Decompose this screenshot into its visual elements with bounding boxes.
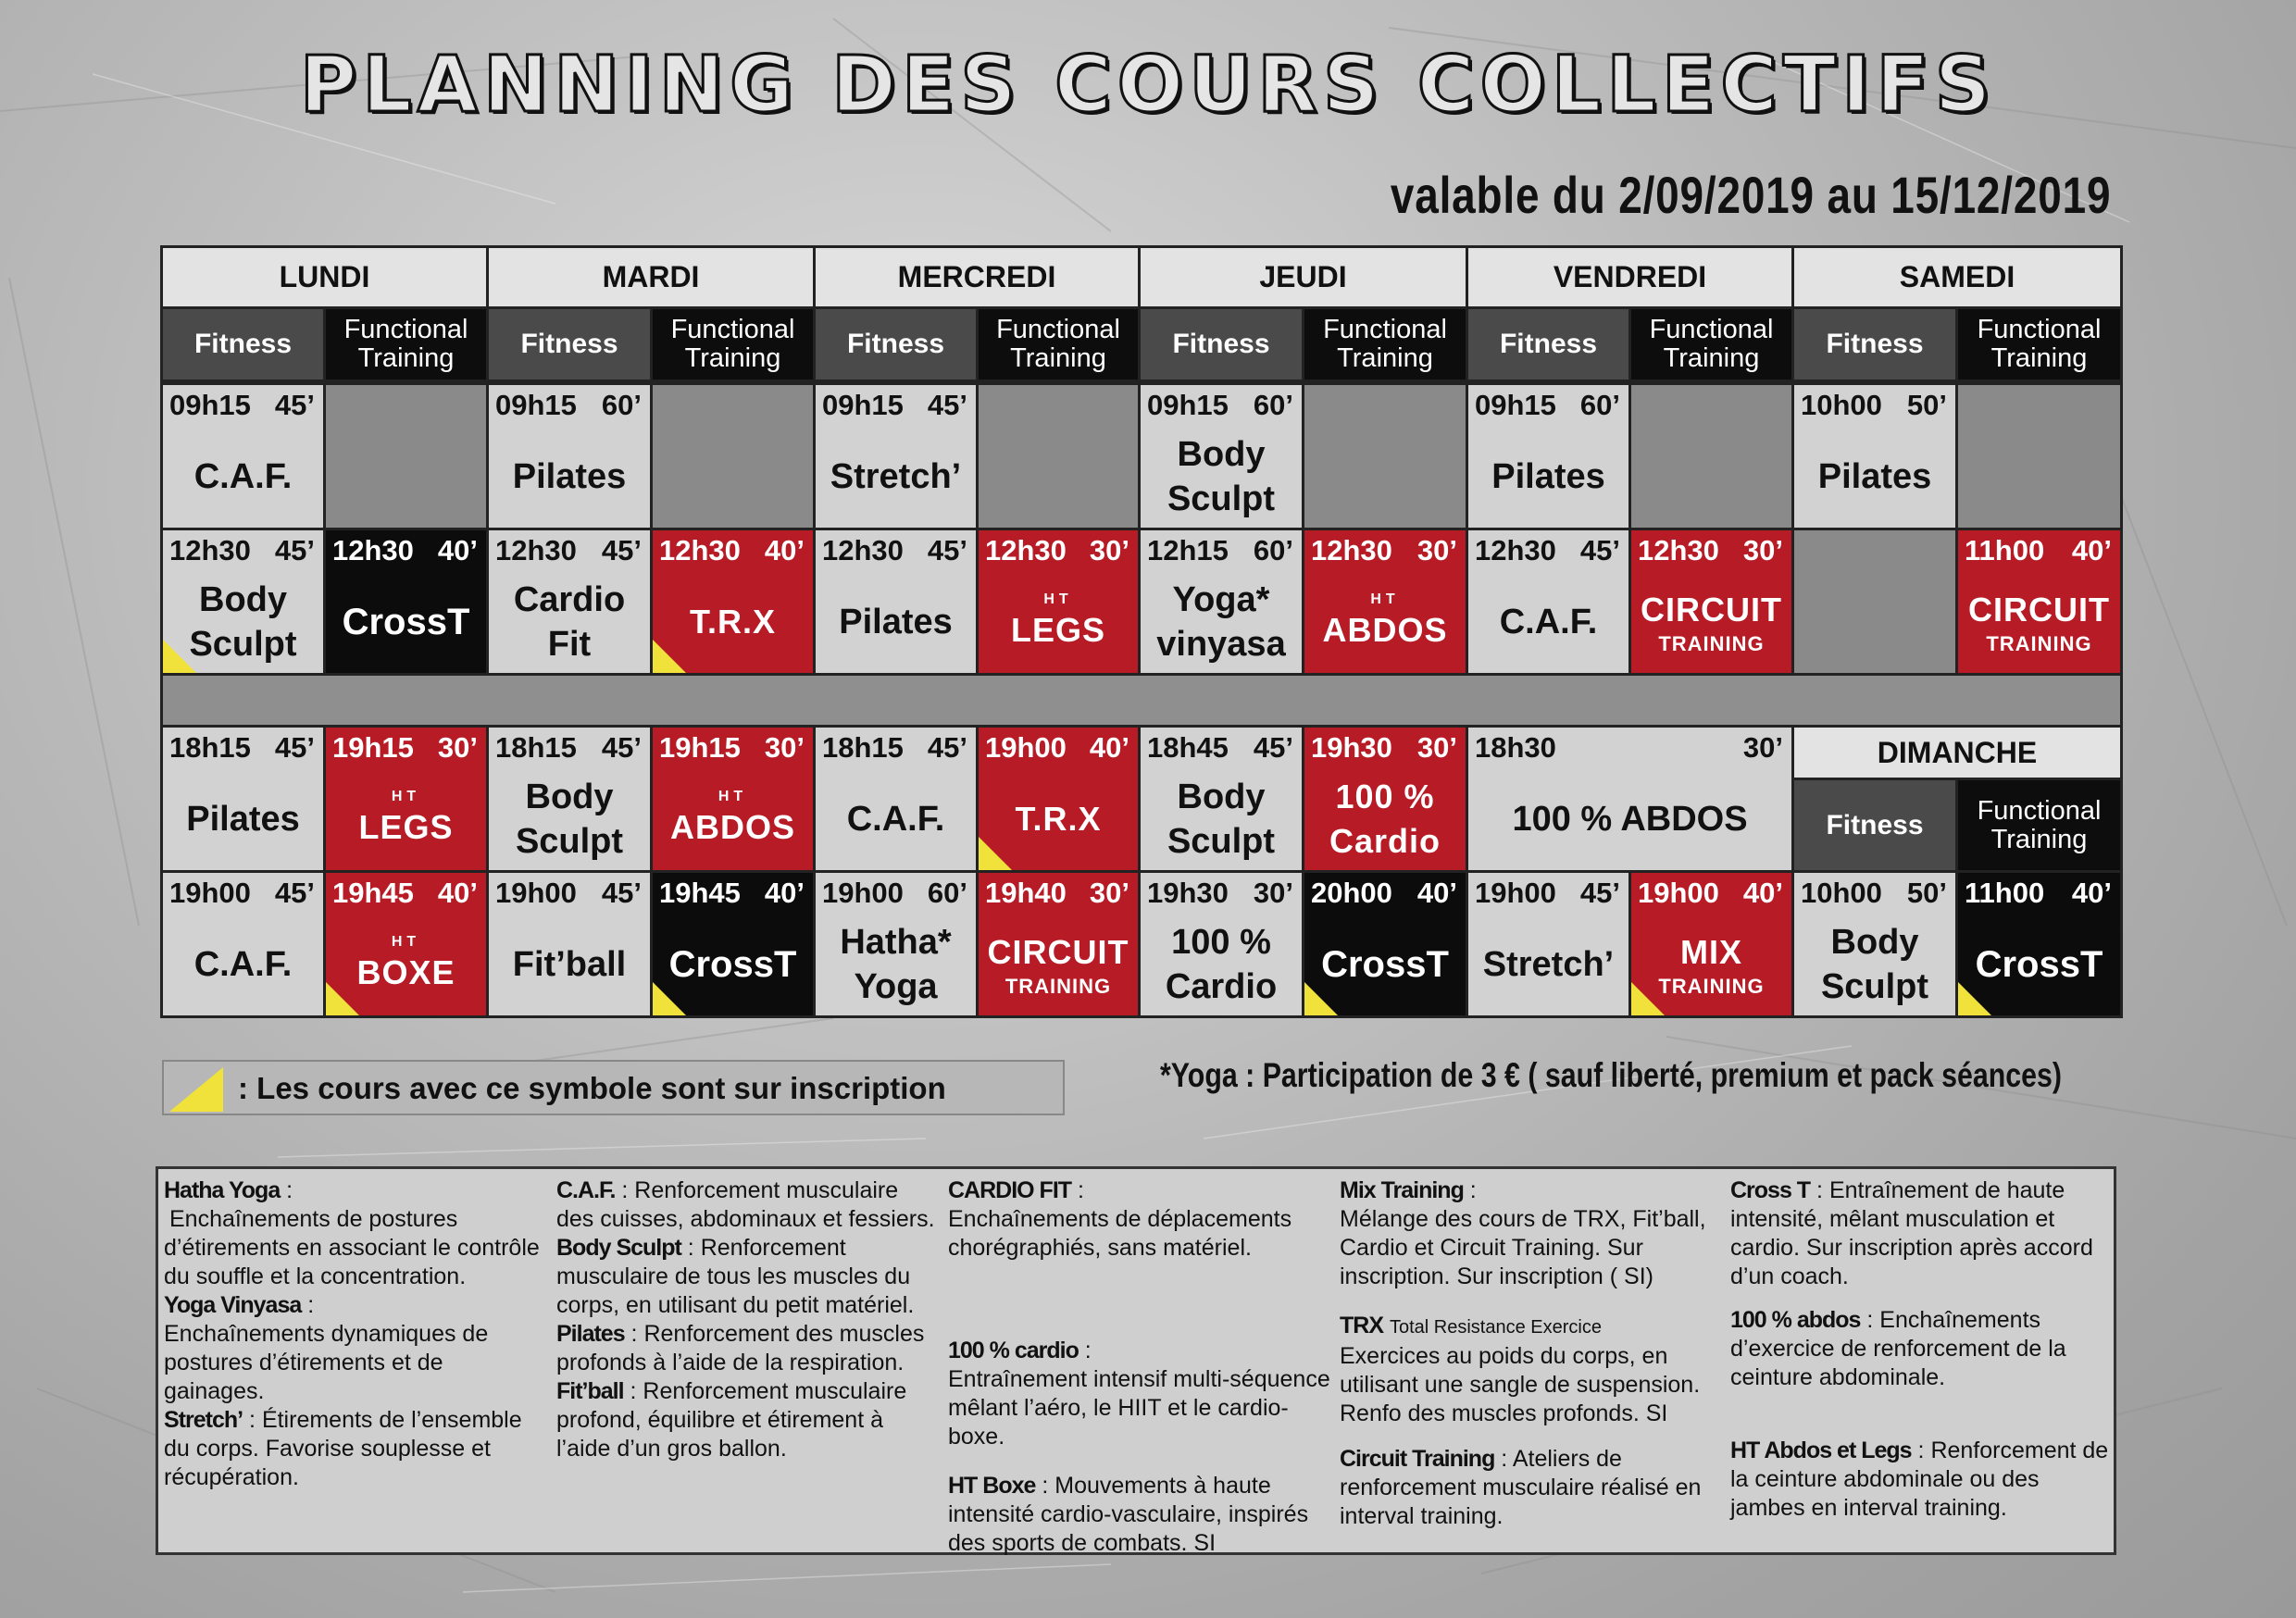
class-duration: 45’	[927, 731, 967, 764]
day-label: MERCREDI	[897, 260, 1056, 293]
class-lun-fit-2	[160, 528, 326, 676]
functional-label: Functional	[343, 315, 468, 344]
class-title: CrossT	[1321, 944, 1449, 985]
day-header-mercredi	[813, 245, 1141, 309]
class-duration: 30’	[1416, 534, 1457, 566]
desc-vinyasa: Yoga Vinyasa : Enchaînements dynamiques de postures d’étirements et de gainages.	[164, 1292, 489, 1404]
fitness-label: Fitness	[520, 329, 618, 359]
class-duration: 50’	[1906, 877, 1947, 909]
class-duration: 45’	[1579, 877, 1620, 909]
class-mer-ft-4	[976, 870, 1141, 1018]
functional-label: Functional	[996, 315, 1120, 344]
class-sam-ft-2	[1955, 528, 2123, 676]
class-title: Fit’ball	[512, 945, 627, 984]
class-name	[1794, 426, 1955, 528]
registration-triangle-icon	[979, 837, 1012, 870]
class-name	[1468, 914, 1628, 1015]
desc-100-abdos: 100 % abdos : Enchaînements d’exercice de renforcement de la ceinture abdominale.	[1730, 1307, 2066, 1390]
fitness-header	[1466, 306, 1631, 382]
class-name	[1141, 768, 1302, 870]
class-duration: 40’	[437, 877, 478, 909]
day-header-vendredi	[1466, 245, 1794, 309]
class-name	[1468, 426, 1628, 528]
class-time: 09h15	[1475, 389, 1556, 421]
class-name	[489, 914, 650, 1015]
class-title: 100 % ABDOS	[1512, 800, 1748, 839]
class-time: 12h30	[332, 534, 414, 566]
class-title: Body Sculpt	[1167, 435, 1276, 518]
desc-cross-t: Cross T : Entraînement de haute intensité, mêlant musculation et cardio. Sur inscription après accord d’un coach.	[1730, 1177, 2093, 1289]
class-time: 11h00	[1965, 877, 2045, 909]
desc-ht-boxe: HT Boxe : Mouvements à haute intensité cardio-vasculaire, inspirés des sports de combats. SI	[948, 1473, 1309, 1556]
class-mar-ft-2	[650, 528, 816, 676]
class-ven-ft-4	[1628, 870, 1794, 1018]
class-time: 12h30	[985, 534, 1067, 566]
class-title: MIX	[1679, 933, 1742, 971]
empty-slot	[976, 382, 1141, 530]
class-time: 12h30	[495, 534, 577, 566]
empty-slot	[650, 382, 816, 530]
training-label: Training	[1337, 343, 1433, 373]
desc-ht-abdos-legs: HT Abdos et Legs : Renforcement de la ceinture abdominale ou des jambes en interval training.	[1730, 1438, 2109, 1521]
day-header-lundi	[160, 245, 489, 309]
class-time: 19h15	[659, 731, 741, 764]
class-title: CIRCUIT	[987, 933, 1129, 971]
class-time: 12h30	[659, 534, 741, 566]
class-title: BOXE	[356, 953, 455, 991]
class-duration: 45’	[927, 534, 967, 566]
class-subtitle: TRAINING	[1004, 975, 1112, 998]
class-title: Yoga* vinyasa	[1156, 580, 1286, 664]
class-duration: 45’	[601, 534, 642, 566]
desc-trx: TRX Total Resistance Exercice Exercices au poids du corps, en utilisant une sangle de suspension. Renfo des muscles profonds. SI	[1340, 1313, 1701, 1426]
class-jeu-ft-2	[1302, 528, 1468, 676]
class-mar-fit-3	[486, 725, 653, 873]
class-name	[816, 426, 976, 528]
class-name	[489, 768, 650, 870]
class-title: Body Sculpt	[515, 778, 624, 861]
class-time: 18h30	[1475, 731, 1556, 764]
desc-stretch: Stretch’ : Étirements de l’ensemble du corps. Favorise souplesse et récupération.	[164, 1407, 522, 1490]
functional-training-header	[650, 306, 816, 382]
class-time: 19h30	[1147, 877, 1229, 909]
class-mar-fit-2	[486, 528, 653, 676]
class-duration: 45’	[927, 389, 967, 421]
page-title: PLANNING DES COURS COLLECTIFS	[299, 39, 1997, 130]
class-duration: 30’	[1416, 731, 1457, 764]
class-time: 18h15	[495, 731, 577, 764]
desc-column-2	[556, 1176, 941, 1463]
class-subtitle: TRAINING	[1658, 632, 1765, 655]
class-title: C.A.F.	[846, 800, 945, 839]
class-dim-fit-4	[1791, 870, 1958, 1018]
fitness-header	[486, 306, 653, 382]
functional-training-header	[976, 306, 1141, 382]
class-mar-fit-1	[486, 382, 653, 530]
fitness-label: Fitness	[846, 329, 945, 359]
class-jeu-fit-1	[1138, 382, 1304, 530]
class-time: 09h15	[495, 389, 577, 421]
fitness-label: Fitness	[1499, 329, 1598, 359]
class-duration: 45’	[274, 534, 315, 566]
desc-circuit-training: Circuit Training : Ateliers de renforcement musculaire réalisé en interval training.	[1340, 1446, 1702, 1529]
day-label: JEUDI	[1259, 260, 1347, 293]
class-duration: 30’	[1742, 534, 1783, 566]
class-time: 19h00	[822, 877, 904, 909]
row-separator	[160, 673, 2123, 728]
functional-label: Functional	[1977, 795, 2102, 826]
ht-label: HT	[391, 789, 421, 804]
class-duration: 45’	[274, 389, 315, 421]
empty-slot	[1628, 382, 1794, 530]
class-time: 19h00	[985, 731, 1067, 764]
class-mar-ft-3	[650, 725, 816, 873]
class-time: 19h40	[985, 877, 1067, 909]
ht-label: HT	[718, 789, 748, 804]
class-title: Body Sculpt	[189, 580, 297, 664]
class-dim-ft-4	[1955, 870, 2123, 1018]
class-title: CrossT	[342, 602, 470, 642]
class-mar-fit-4	[486, 870, 653, 1018]
class-title: ABDOS	[1322, 611, 1448, 649]
class-title: Pilates	[1491, 457, 1605, 496]
class-title: Stretch’	[830, 457, 962, 496]
functional-training-header	[1955, 306, 2123, 382]
day-header-samedi	[1791, 245, 2123, 309]
class-name	[163, 426, 323, 528]
class-name	[163, 914, 323, 1015]
class-jeu-fit-3	[1138, 725, 1304, 873]
class-time: 12h30	[169, 534, 251, 566]
registration-triangle-icon	[169, 1067, 223, 1112]
empty-slot	[1791, 528, 1958, 676]
class-time: 19h00	[169, 877, 251, 909]
class-ven-fit-4	[1466, 870, 1631, 1018]
class-time: 19h30	[1311, 731, 1392, 764]
class-time: 19h45	[332, 877, 414, 909]
class-title: CrossT	[1975, 944, 2103, 985]
day-header-mardi	[486, 245, 816, 309]
functional-training-header	[1955, 778, 2123, 873]
registration-triangle-icon	[1958, 982, 1991, 1015]
ht-label: HT	[391, 934, 421, 950]
fitness-label: Fitness	[1826, 809, 1924, 840]
registration-triangle-icon	[163, 640, 196, 673]
day-header-jeudi	[1138, 245, 1468, 309]
desc-mix-training: Mix Training : Mélange des cours de TRX, Fit’ball, Cardio et Circuit Training. Sur inscription. Sur inscription ( SI)	[1340, 1177, 1706, 1289]
class-name	[326, 768, 486, 870]
class-duration: 45’	[274, 731, 315, 764]
class-duration: 30’	[764, 731, 805, 764]
class-name	[1304, 768, 1466, 870]
class-mer-ft-3	[976, 725, 1141, 873]
training-label: Training	[1990, 343, 2088, 373]
class-title: Hatha* Yoga	[840, 923, 952, 1006]
empty-slot	[323, 382, 489, 530]
training-label: Training	[684, 343, 781, 373]
class-duration: 30’	[1742, 731, 1783, 764]
class-ven-span-3	[1466, 725, 1794, 873]
class-duration: 50’	[1906, 389, 1947, 421]
class-mar-ft-4	[650, 870, 816, 1018]
class-name	[1141, 426, 1302, 528]
class-title: C.A.F.	[193, 945, 293, 984]
class-mer-fit-3	[813, 725, 979, 873]
class-title: CIRCUIT	[1968, 591, 2110, 629]
class-duration: 60’	[1253, 534, 1293, 566]
class-name	[1304, 571, 1466, 673]
class-time: 20h00	[1311, 877, 1392, 909]
class-name	[1468, 768, 1791, 870]
day-label: VENDREDI	[1553, 260, 1707, 293]
class-lun-fit-3	[160, 725, 326, 873]
fitness-header	[1791, 306, 1958, 382]
fitness-header	[1138, 306, 1304, 382]
empty-slot	[1955, 382, 2123, 530]
class-subtitle: TRAINING	[1658, 975, 1765, 998]
functional-label: Functional	[1977, 315, 2102, 344]
desc-cardio-fit: CARDIO FIT : Enchaînements de déplacements chorégraphiés, sans matériel.	[948, 1177, 1292, 1261]
class-duration: 45’	[1253, 731, 1293, 764]
class-duration: 30’	[437, 731, 478, 764]
class-time: 09h15	[822, 389, 904, 421]
class-duration: 60’	[1253, 389, 1293, 421]
class-name	[1468, 571, 1628, 673]
fitness-label: Fitness	[193, 329, 293, 359]
class-subtitle: TRAINING	[1986, 632, 2092, 655]
fitness-label: Fitness	[1172, 329, 1270, 359]
class-duration: 40’	[764, 877, 805, 909]
class-name	[1631, 571, 1791, 673]
class-mer-fit-2	[813, 528, 979, 676]
class-duration: 40’	[764, 534, 805, 566]
class-duration: 45’	[1579, 534, 1620, 566]
class-time: 18h15	[169, 731, 251, 764]
functional-label: Functional	[670, 315, 795, 344]
registration-triangle-icon	[653, 640, 686, 673]
class-lun-ft-4	[323, 870, 489, 1018]
class-jeu-fit-4	[1138, 870, 1304, 1018]
day-label: SAMEDI	[1899, 260, 2015, 293]
class-time: 10h00	[1801, 877, 1882, 909]
class-time: 19h45	[659, 877, 741, 909]
registration-triangle-icon	[1631, 982, 1665, 1015]
class-descriptions	[156, 1166, 2116, 1555]
class-jeu-ft-3	[1302, 725, 1468, 873]
class-title: T.R.X	[689, 603, 776, 641]
desc-column-5	[1730, 1176, 2115, 1523]
class-lun-fit-1	[160, 382, 326, 530]
class-title: Pilates	[839, 603, 953, 641]
desc-pilates: Pilates : Renforcement des muscles profonds à l’aide de la respiration.	[556, 1321, 925, 1375]
class-duration: 45’	[274, 877, 315, 909]
class-sam-fit-1	[1791, 382, 1958, 530]
desc-column-4	[1340, 1176, 1724, 1531]
class-duration: 40’	[1742, 877, 1783, 909]
class-time: 18h45	[1147, 731, 1229, 764]
fitness-header	[813, 306, 979, 382]
training-label: Training	[1663, 343, 1760, 373]
class-title: LEGS	[1010, 611, 1105, 649]
class-time: 12h30	[1475, 534, 1556, 566]
class-duration: 60’	[927, 877, 967, 909]
class-name	[979, 571, 1138, 673]
class-duration: 45’	[601, 731, 642, 764]
class-duration: 40’	[2071, 877, 2112, 909]
class-title: T.R.X	[1015, 800, 1102, 838]
registration-triangle-icon	[653, 982, 686, 1015]
class-name	[326, 571, 486, 673]
schedule-grid	[160, 245, 2120, 1019]
class-title: Stretch’	[1482, 945, 1615, 984]
class-title: Body Sculpt	[1820, 923, 1929, 1006]
desc-fitball: Fit’ball : Renforcement musculaire profond, équilibre et étirement à l’aide d’un gros ballon.	[556, 1378, 907, 1462]
desc-column-1	[164, 1176, 548, 1492]
class-title: Cardio Fit	[513, 580, 626, 664]
class-time: 12h15	[1147, 534, 1229, 566]
functional-training-header	[323, 306, 489, 382]
class-time: 09h15	[1147, 389, 1229, 421]
class-title: Pilates	[512, 457, 627, 496]
class-time: 12h30	[822, 534, 904, 566]
class-name	[979, 914, 1138, 1015]
class-name	[1958, 571, 2120, 673]
registration-triangle-icon	[326, 982, 359, 1015]
class-time: 12h30	[1311, 534, 1392, 566]
class-time: 09h15	[169, 389, 251, 421]
desc-100-cardio: 100 % cardio : Entraînement intensif multi-séquence mêlant l’aéro, le HIIT et le cardio-boxe.	[948, 1338, 1330, 1450]
legend-text: : Les cours avec ce symbole sont sur inscription	[238, 1071, 946, 1105]
registration-triangle-icon	[1304, 982, 1338, 1015]
class-title: C.A.F.	[1499, 603, 1598, 641]
class-duration: 40’	[1416, 877, 1457, 909]
class-lun-ft-2	[323, 528, 489, 676]
legend	[162, 1060, 1065, 1115]
class-title: Body Sculpt	[1167, 778, 1276, 861]
class-jeu-fit-2	[1138, 528, 1304, 676]
day-header-dimanche	[1791, 725, 2123, 780]
class-title: ABDOS	[669, 808, 795, 846]
class-name	[489, 426, 650, 528]
class-time: 19h00	[1638, 877, 1719, 909]
day-label: DIMANCHE	[1877, 735, 2038, 769]
class-ven-fit-2	[1466, 528, 1631, 676]
class-ven-ft-2	[1628, 528, 1794, 676]
desc-hatha: Hatha Yoga : Enchaînements de postures d’étirements en associant le contrôle du souffle et la concentration.	[164, 1177, 540, 1289]
class-name	[816, 914, 976, 1015]
class-name	[816, 768, 976, 870]
fitness-header	[1791, 778, 1958, 873]
class-title: C.A.F.	[193, 457, 293, 496]
functional-label: Functional	[1323, 315, 1447, 344]
training-label: Training	[1010, 343, 1106, 373]
desc-column-3	[948, 1176, 1332, 1558]
class-name	[1794, 914, 1955, 1015]
class-time: 11h00	[1965, 534, 2045, 566]
functional-training-header	[1302, 306, 1468, 382]
fitness-header	[160, 306, 326, 382]
functional-training-header	[1628, 306, 1794, 382]
class-duration: 40’	[437, 534, 478, 566]
class-lun-ft-3	[323, 725, 489, 873]
class-name	[816, 571, 976, 673]
class-ven-fit-1	[1466, 382, 1631, 530]
yoga-note: *Yoga : Participation de 3 € ( sauf liberté, premium et pack séances)	[1160, 1056, 2063, 1094]
ht-label: HT	[1043, 591, 1073, 607]
class-title: LEGS	[358, 808, 454, 846]
fitness-label: Fitness	[1826, 329, 1924, 359]
class-name	[1141, 914, 1302, 1015]
class-name	[163, 768, 323, 870]
ht-label: HT	[1370, 591, 1400, 607]
class-title: 100 % Cardio	[1329, 778, 1441, 860]
class-duration: 30’	[1253, 877, 1293, 909]
class-time: 19h00	[1475, 877, 1556, 909]
class-jeu-ft-4	[1302, 870, 1468, 1018]
class-mer-ft-2	[976, 528, 1141, 676]
class-duration: 60’	[1579, 389, 1620, 421]
desc-caf: C.A.F. : Renforcement musculaire des cuisses, abdominaux et fessiers.	[556, 1177, 935, 1232]
desc-body-sculpt: Body Sculpt : Renforcement musculaire de tous les muscles du corps, en utilisant du petit matériel.	[556, 1235, 915, 1318]
class-duration: 40’	[1089, 731, 1129, 764]
class-time: 19h15	[332, 731, 414, 764]
functional-label: Functional	[1649, 315, 1774, 344]
class-time: 12h30	[1638, 534, 1719, 566]
day-label: LUNDI	[279, 260, 370, 293]
class-time: 19h00	[495, 877, 577, 909]
day-label: MARDI	[602, 260, 700, 293]
class-duration: 40’	[2071, 534, 2112, 566]
training-label: Training	[357, 343, 455, 373]
class-time: 10h00	[1801, 389, 1882, 421]
class-title: 100 % Cardio	[1165, 923, 1278, 1006]
training-label: Training	[1990, 824, 2088, 854]
class-duration: 60’	[601, 389, 642, 421]
class-title: CIRCUIT	[1641, 591, 1782, 629]
class-time: 18h15	[822, 731, 904, 764]
class-mer-fit-4	[813, 870, 979, 1018]
class-name	[1141, 571, 1302, 673]
class-mer-fit-1	[813, 382, 979, 530]
empty-slot	[1302, 382, 1468, 530]
class-title: CrossT	[668, 944, 797, 985]
class-title: Pilates	[186, 800, 300, 839]
class-name	[653, 768, 813, 870]
class-lun-fit-4	[160, 870, 326, 1018]
validity-dates: valable du 2/09/2019 au 15/12/2019	[1390, 166, 2111, 224]
class-duration: 30’	[1089, 877, 1129, 909]
class-duration: 30’	[1089, 534, 1129, 566]
class-title: Pilates	[1817, 457, 1932, 496]
class-name	[489, 571, 650, 673]
class-duration: 45’	[601, 877, 642, 909]
